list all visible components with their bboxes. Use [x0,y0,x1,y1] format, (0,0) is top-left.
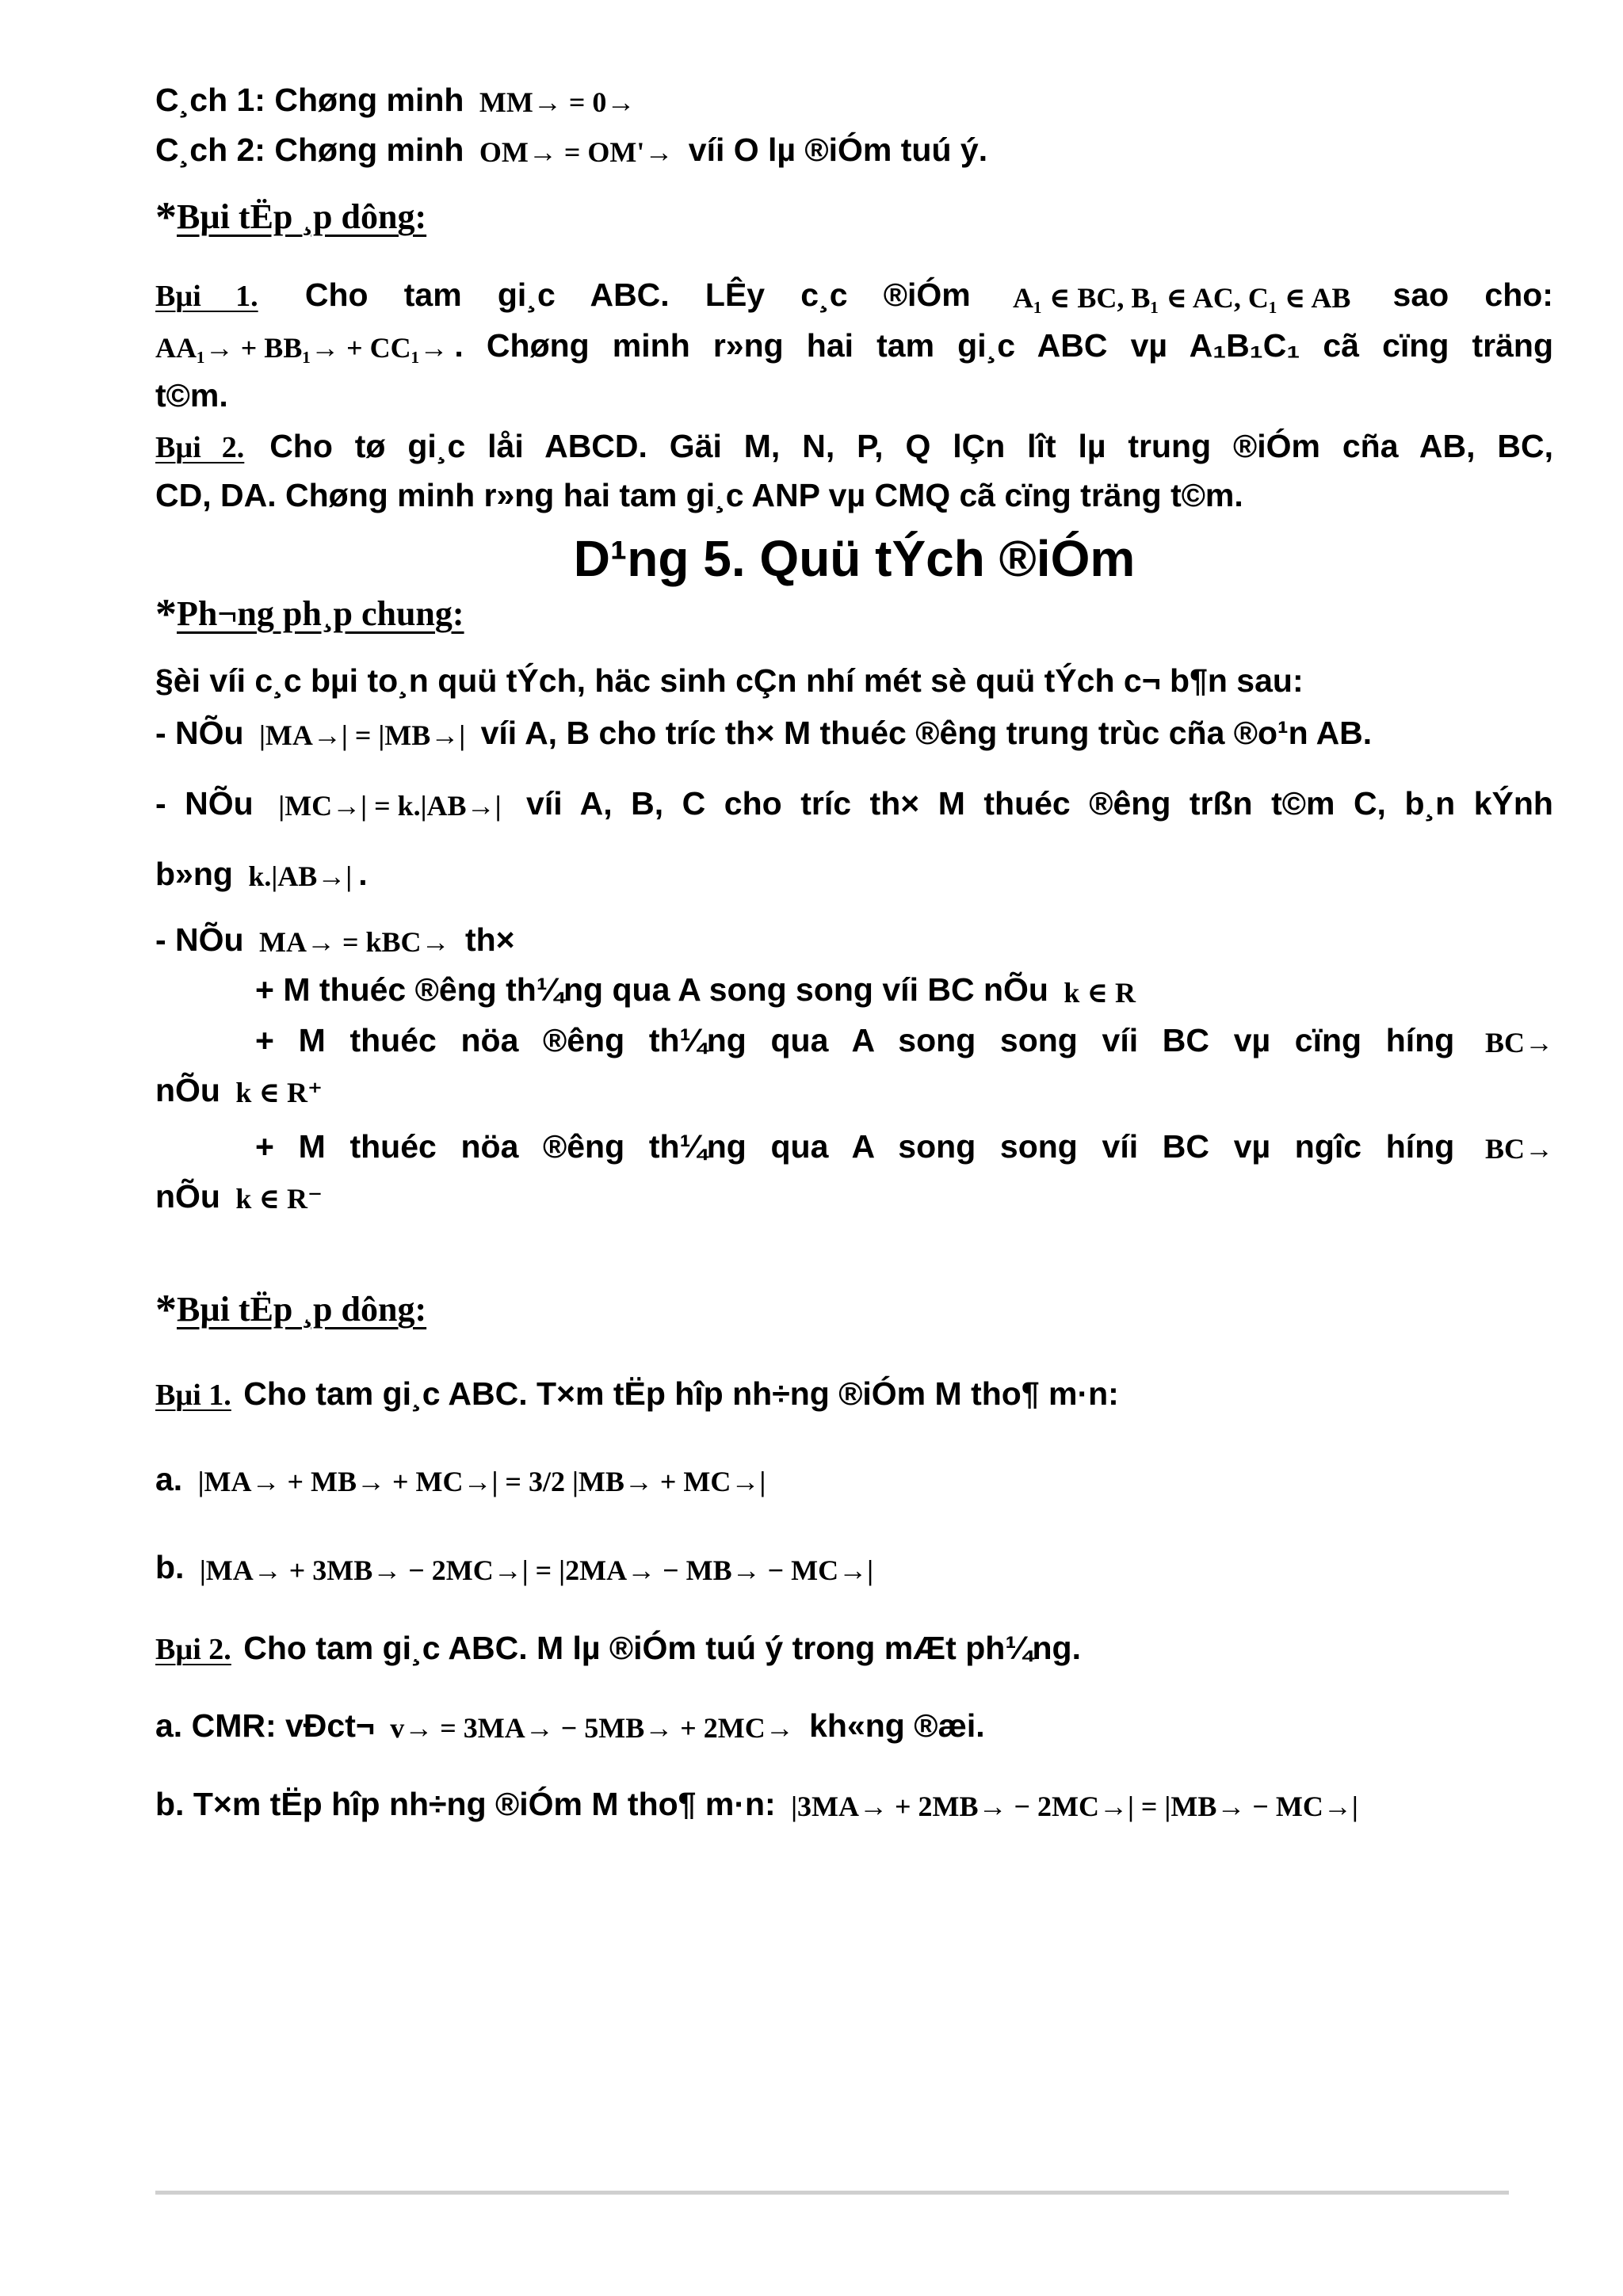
exercise-4a [155,1702,1553,1752]
rule-3 [155,916,1553,966]
case-2-cont-text: nÕu [155,1071,220,1108]
exercise-3b-label: b. [155,1549,185,1586]
case-3-text: + M thuéc nöa ®êng th¼ng qua A song song víi BC vµ ngîc híng [255,1127,1455,1165]
rule-2 [155,780,1553,830]
case-3-formula-2: k ∈ R⁻ [235,1183,323,1215]
section-heading-2 [155,1286,1553,1341]
exercise-4-text: Cho tam gi¸c ABC. M lµ ®iÓm tuú ý trong mÆt ph¼ng. [243,1629,1081,1666]
exercise-1-label: Bµi 1. [155,280,258,314]
case-3-cont-text: nÕu [155,1178,220,1215]
method-2-label: C¸ch 2: Chøng minh [155,132,464,169]
chapter-title: D¹ng 5. Quü tÝch ®iÓm [573,529,1136,587]
exercise-3a-label: a. [155,1461,183,1498]
exercise-3 [155,1370,1553,1419]
rule-2-formula: |MC→| = k.|AB→| [278,790,502,822]
exercise-2-line-1 [155,422,1553,471]
exercise-2-line-2 [155,471,1553,519]
method-heading-text: Ph¬ng ph¸p chung: [177,593,464,633]
case-2-text: + M thuéc nöa ®êng th¼ng qua A song song víi BC vµ cïng híng [255,1021,1455,1058]
star-bullet: * [155,1286,177,1334]
exercise-3-label: Bµi 1. [155,1379,231,1413]
rule-1-text: víi A, B cho tríc th× M thuéc ®êng trung trùc cña ®o¹n AB. [480,714,1373,751]
rule-2-cont [155,850,1553,900]
case-3-formula: BC→ [1484,1133,1553,1165]
exercise-4b-formula: |3MA→ + 2MB→ − 2MC→| = |MB→ − MC→| [791,1790,1358,1822]
rule-2-prefix: - NÕu [155,784,254,822]
case-1-formula: k ∈ R [1064,976,1136,1009]
section-heading-1 [155,193,1553,249]
method-1-formula: MM→ = 0→ [479,86,636,119]
exercise-1-text-1: Cho tam gi¸c ABC. LÊy c¸c ®iÓm [304,277,971,314]
exercise-1-line-2 [155,322,1553,372]
section-heading-1-text: Bµi tËp ¸p dông: [177,197,427,237]
rule-3-formula: MA→ = kBC→ [259,926,450,959]
case-2-formula: BC→ [1484,1026,1553,1058]
method-intro: §èi víi c¸c bµi to¸n quü tÝch, häc sinh cÇn nhí mét sè quü tÝch c¬ b¶n sau: [155,662,1304,699]
exercise-4-label: Bµi 2. [155,1632,231,1666]
case-1-text: + M thuéc ®êng th¼ng qua A song song víi BC nÕu [255,971,1048,1009]
method-1-line [155,76,1553,126]
rule-1-prefix: - NÕu [155,714,244,751]
rule-2-formula-2: k.|AB→| [248,860,353,893]
method-2-line [155,126,1553,176]
exercise-4a-formula: v→ = 3MA→ − 5MB→ + 2MC→ [390,1711,794,1744]
exercise-1-line-1 [155,271,1553,321]
exercise-2-text-2: CD, DA. Chøng minh r»ng hai tam gi¸c ANP vµ CMQ cã cïng träng t©m. [155,476,1243,513]
exercise-1-text-3: . Chøng minh r»ng hai tam gi¸c ABC vµ A₁B₁C₁ cã cïng träng [454,326,1553,364]
star-bullet: * [155,193,177,242]
exercise-3-text: Cho tam gi¸c ABC. T×m tËp hîp nh÷ng ®iÓm M tho¶ m·n: [243,1375,1119,1413]
exercise-1-formula-2: AA₁→ + BB₁→ + CC₁→ [155,331,449,364]
rule-3-prefix: - NÕu [155,921,244,959]
method-heading [155,590,1553,646]
rule-2-cont-text: b»ng [155,856,233,893]
rule-3-case-2-cont [155,1066,1553,1116]
exercise-4b-text: b. T×m tËp hîp nh÷ng ®iÓm M tho¶ m·n: [155,1785,776,1822]
exercise-4a-tail: kh«ng ®æi. [809,1707,985,1744]
exercise-4 [155,1624,1553,1673]
case-2-formula-2: k ∈ R⁺ [235,1076,323,1108]
exercise-2-text-1: Cho tø gi¸c låi ABCD. Gäi M, N, P, Q lÇn lît lµ trung ®iÓm cña AB, BC, [269,427,1553,464]
method-1-label: C¸ch 1: Chøng minh [155,82,464,118]
exercise-3b-formula: |MA→ + 3MB→ − 2MC→| = |2MA→ − MB→ − MC→| [199,1554,874,1586]
exercise-3a-formula: |MA→ + MB→ + MC→| = 3/2 |MB→ + MC→| [197,1466,766,1498]
exercise-1-text-2: sao cho: [1392,277,1553,314]
rule-3-case-3-cont [155,1173,1553,1222]
exercise-3b [155,1543,1553,1593]
method-2-tail: víi O lµ ®iÓm tuú ý. [688,132,988,169]
exercise-2-label: Bµi 2. [155,430,245,464]
rule-1 [155,709,1553,759]
exercise-1-text-4: t©m. [155,376,228,414]
rule-3-case-1 [155,966,1553,1016]
star-bullet: * [155,589,177,638]
exercise-1-formula-1: A₁ ∈ BC, B₁ ∈ AC, C₁ ∈ AB [1012,281,1351,314]
rule-3-case-3 [155,1123,1553,1173]
footer-divider [155,2191,1509,2195]
document-page [155,76,1553,1830]
rule-2-text: víi A, B, C cho tríc th× M thuéc ®êng trßn t©m C, b¸n kÝnh [526,784,1553,822]
rule-2-period: . [358,856,368,893]
exercise-1-line-3 [155,372,1553,419]
exercise-4b [155,1780,1553,1830]
rule-1-formula: |MA→| = |MB→| [259,719,466,751]
method-2-formula: OM→ = OM'→ [479,136,674,169]
section-heading-2-text: Bµi tËp ¸p dông: [177,1290,427,1329]
rule-3-text: th× [464,921,515,959]
exercise-3a [155,1455,1553,1505]
exercise-4a-text: a. CMR: vÐct¬ [155,1707,375,1744]
rule-3-case-2 [155,1016,1553,1066]
